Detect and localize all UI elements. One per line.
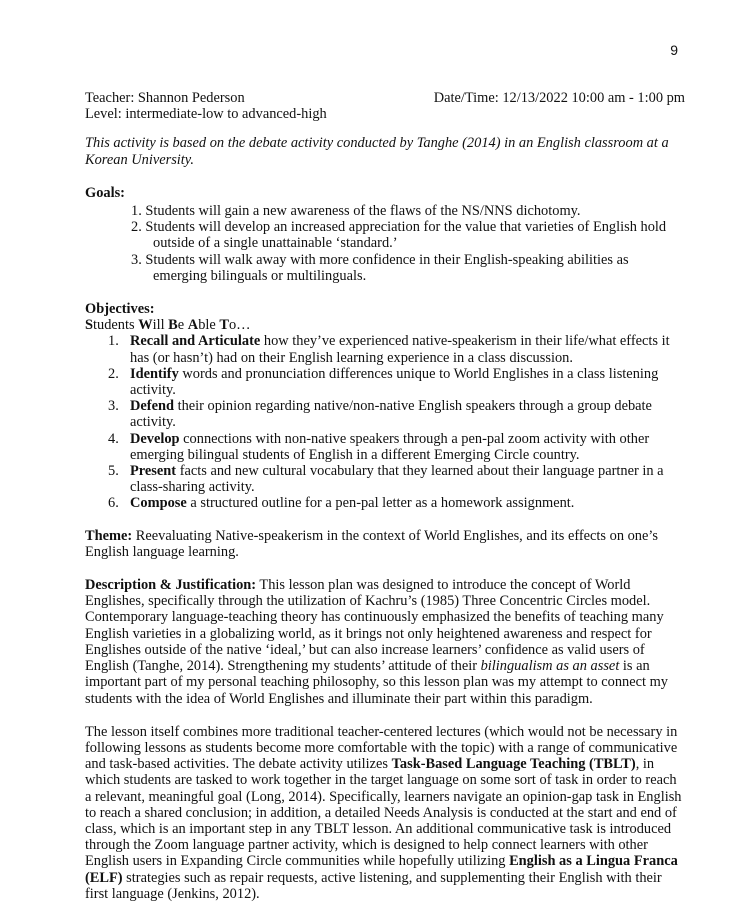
- objective-item: 5. Present facts and new cultural vocabulary that they learned about their language partner in a class-sharing activity.: [108, 463, 664, 496]
- goal-item: 3. Students will walk away with more confidence in their English-speaking abilities as emerging bilinguals or multilinguals.: [131, 251, 629, 284]
- description-label: Description & Justification:: [85, 577, 257, 594]
- goals-title: Goals:: [85, 184, 125, 201]
- header-left: [85, 90, 327, 122]
- theme-label: Theme:: [85, 527, 133, 544]
- objective-item: 6. Compose a structured outline for a pen-pal letter as a homework assignment.: [108, 495, 575, 512]
- datetime-line: Date/Time: 12/13/2022 10:00 am - 1:00 pm: [433, 90, 685, 106]
- objectives-list: [85, 333, 685, 511]
- goals-list: [85, 203, 685, 284]
- teacher-line: Teacher: Shannon Pederson: [85, 90, 245, 106]
- objective-item: 2. Identify words and pronunciation differences unique to World Englishes in a class listening activity.: [108, 365, 659, 399]
- goal-item: 2. Students will develop an increased appreciation for the value that varieties of English hold outside of a single unattainable ‘standard.’: [131, 219, 667, 252]
- objective-item: 1. Recall and Articulate how they’ve experienced native-speakerism in their life/what effects it has (or hasn’t) had on their English learning experience in a class discussion.: [108, 333, 670, 366]
- objective-item: 3. Defend their opinion regarding native/non-native English speakers through a group debate activity.: [108, 398, 652, 431]
- lesson-plan-content: [85, 90, 685, 902]
- elf-term: English as a Lingua Franca (ELF): [85, 853, 678, 886]
- swbat-line: Students Will Be Able To…: [85, 317, 251, 334]
- theme-paragraph: Theme: Reevaluating Native-speakerism in the context of World Englishes, and its effects on one’s English language learning.: [85, 527, 658, 560]
- page-number: 9: [670, 42, 678, 58]
- tblt-term: Task-Based Language Teaching (TBLT): [391, 756, 636, 773]
- lesson-paragraph: The lesson itself combines more traditional teacher-centered lectures (which would not be necessary in following lessons as students become more comfortable with the topic) with a range of communicative and task-based activities. The debate activity utilizes Task-Based Language Teaching (TBLT), in which students are tasked to work together in the target language on some sort of task in order to reach a relevant, meaningful goal (Long, 2014). Specifically, learners navigate an opinion-gap task in English to reach a shared conclusion; in addition, a detailed Needs Analysis is conducted at the start and end of class, which is an important step in any TBLT lesson. An additional communicative task is introduced through the Zoom language partner activity, which is designed to help connect learners with other English users in Expanding Circle communities while hopefully utilizing English as a Lingua Franca (ELF) strategies such as repair requests, active listening, and supplementing their English with their first language (Jenkins, 2012).: [85, 723, 682, 902]
- objectives-title: Objectives:: [85, 301, 155, 318]
- level-line: Level: intermediate-low to advanced-high: [85, 106, 327, 123]
- header-row: [85, 90, 685, 122]
- intro-note: This activity is based on the debate activity conducted by Tanghe (2014) in an English classroom at a Korean University.: [85, 135, 669, 168]
- objective-item: 4. Develop connections with non-native speakers through a pen-pal zoom activity with other emerging bilingual students of English in a different Emerging Circle country.: [108, 430, 650, 463]
- header-right: [434, 90, 685, 122]
- goal-item: 1. Students will gain a new awareness of the flaws of the NS/NNS dichotomy.: [131, 203, 581, 220]
- description-paragraph: Description & Justification: This lesson plan was designed to introduce the concept of World Englishes, specifically through the utilization of Kachru’s (1985) Three Concentric Circles model. Contemporary language-teaching theory has continuously emphasized the benefits of teaching many English varieties in a globalizing world, as it brings not only heightened awareness and respect for Englishes outside of the native ‘ideal,’ but can also increase learners’ confidence as valid users of English (Tanghe, 2014). Strengthening my students’ attitude of their bilingualism as an asset is an important part of my personal teaching philosophy, so this lesson plan was my attempt to connect my students with the idea of World Englishes and illuminate their part within this paradigm.: [85, 577, 668, 707]
